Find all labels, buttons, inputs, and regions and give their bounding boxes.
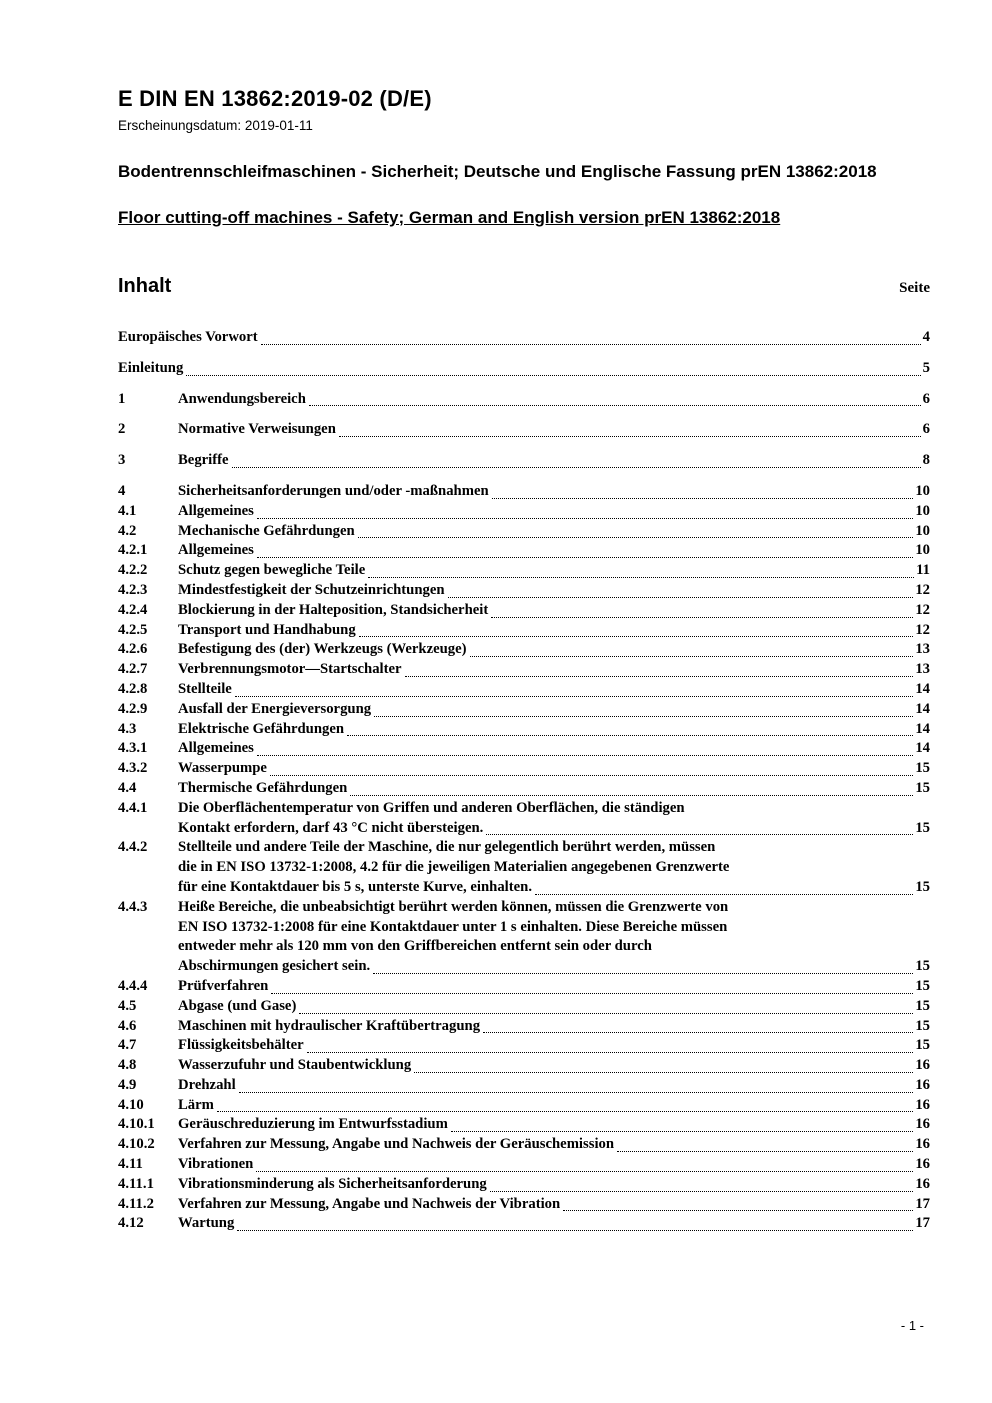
toc-entry-number: 4.11 [118,1156,143,1173]
toc-entry-number: 4.4.1 [118,799,148,816]
dot-leader [491,617,913,618]
toc-entry-page: 16 [915,1116,930,1133]
toc-entry [118,502,930,522]
toc-entry [118,977,930,997]
toc-entry-page: 14 [915,700,930,717]
dot-leader [235,696,913,697]
dot-leader [270,775,913,776]
toc-entry-text-line: Drehzahl [178,1076,236,1093]
toc-entry-text-line: die in EN ISO 13732-1:2008, 4.2 für die jeweiligen Materialien angegebenen Grenzwerte [178,859,730,876]
toc-entry-text-line: für eine Kontaktdauer bis 5 s, unterste Kurve, einhalten. [178,878,533,895]
toc-entry-title [178,799,930,839]
toc-entry-page: 15 [915,760,930,777]
toc-entry-number: 4.4 [118,779,137,796]
toc-entry-page: 12 [915,581,930,598]
toc-entry-number: 4.11.1 [118,1175,154,1192]
toc-entry-text-line: Maschinen mit hydraulischer Kraftübertragung [178,1017,481,1034]
toc-entry-title [178,502,930,522]
toc-entry [118,720,930,740]
toc-entry-page: 12 [915,621,930,638]
toc-entry-title [178,420,930,440]
toc-entry-number: 4.2.3 [118,581,148,598]
toc-entry-number: 4.2.2 [118,562,148,579]
toc-entry-number: 4 [118,482,126,499]
toc-entry-text-line: Allgemeines [178,740,254,757]
toc-entry-text-line: Prüfverfahren [178,977,269,994]
toc-entry-title [178,1017,930,1037]
title-german: Bodentrennschleifmaschinen - Sicherheit; Deutsche und Englische Fassung prEN 13862:2018 [118,162,877,181]
toc-entry-title [178,759,930,779]
dot-leader [368,577,914,578]
toc-entry [118,1195,930,1215]
toc-entry [118,640,930,660]
toc-entry-page: 8 [922,452,930,469]
dot-leader [239,1092,914,1093]
toc-entry-page: 15 [915,779,930,796]
toc-entry [118,451,930,471]
toc-entry [118,660,930,680]
toc-entry-title [178,1214,930,1234]
toc-entry [118,1175,930,1195]
toc-entry-title [178,1155,930,1175]
toc-entry [118,1214,930,1234]
toc-entry-number: 4.7 [118,1037,137,1054]
toc-entry-page: 15 [915,958,930,975]
toc-entry-title [178,660,930,680]
dot-leader [492,498,914,499]
dot-leader [563,1210,913,1211]
dot-leader [217,1111,913,1112]
dot-leader [414,1072,913,1073]
toc-entry-text-line: Lärm [178,1096,214,1113]
toc-entry-text-line: Vibrationen [178,1156,254,1173]
toc-entry-number: 4.4.4 [118,977,148,994]
toc-entry-number: 4.2.9 [118,700,148,717]
toc-entry-page: 10 [915,482,930,499]
toc-entry-text-line: Abschirmungen gesichert sein. [178,958,371,975]
toc-entry-text-line: Normative Verweisungen [178,421,336,438]
toc-entry-number: 4.2 [118,522,137,539]
toc-entry-text-line: Abgase (und Gase) [178,997,297,1014]
dot-leader [271,993,913,994]
toc-entry-text-line: Verbrennungsmotor—Startschalter [178,661,402,678]
toc-entry [118,1076,930,1096]
toc-entry [118,328,930,348]
toc-entry-page: 14 [915,680,930,697]
dot-leader [256,1171,913,1172]
toc-entry-text-line: Vibrationsminderung als Sicherheitsanforderung [178,1175,487,1192]
toc-entry-number: 4.9 [118,1076,137,1093]
dot-leader [350,795,913,796]
toc-entry-number: 4.1 [118,502,137,519]
toc-page-label: Seite [899,280,930,296]
toc-entry-number: 3 [118,452,126,469]
toc-entry-page: 11 [916,562,930,579]
toc-entry-title [178,541,930,561]
toc-entry-page: 15 [915,1017,930,1034]
toc-entry-text-line: Wasserzufuhr und Staubentwicklung [178,1057,412,1074]
dot-leader [405,676,914,677]
toc-entry-number: 4.10 [118,1096,144,1113]
toc-entry [118,1056,930,1076]
toc-entry-text-line: Elektrische Gefährdungen [178,720,345,737]
toc-entry-page: 15 [915,819,930,836]
toc-entry [118,601,930,621]
toc-entry-number: 4.6 [118,1017,137,1034]
dot-leader [358,537,914,538]
toc-entry [118,739,930,759]
toc-entry-text-line: Ausfall der Energieversorgung [178,700,372,717]
toc-entry-number: 4.2.6 [118,641,148,658]
toc-entry [118,1096,930,1116]
toc-entry-page: 10 [915,522,930,539]
toc-entry-title [178,977,930,997]
toc-entry [118,482,930,502]
toc-entry-text-line: Allgemeines [178,502,254,519]
toc-entry-number: 4.5 [118,997,137,1014]
toc-entry-title [178,838,930,897]
toc-entry [118,561,930,581]
toc-entry-number: 4.2.5 [118,621,148,638]
toc-entry-text-line: Einleitung [118,359,184,376]
toc-entry-title [178,581,930,601]
dot-leader [483,1032,913,1033]
toc-entry-page: 4 [922,329,930,345]
dot-leader [339,436,921,437]
toc-entry-text-line: Mechanische Gefährdungen [178,522,355,539]
dot-leader [186,375,920,376]
toc-entry-number: 4.2.8 [118,680,148,697]
toc-entry-text-line: Mindestfestigkeit der Schutzeinrichtungen [178,581,445,598]
toc-entry-title [178,779,930,799]
toc-entry-number: 4.4.2 [118,839,148,856]
toc-entry-title [118,359,930,379]
toc-entry-number: 4.3.1 [118,740,148,757]
toc-entry-number: 4.11.2 [118,1195,154,1212]
toc-entry-page: 16 [915,1057,930,1074]
toc-entry [118,898,930,977]
toc-entry-title [178,1056,930,1076]
toc-entry-title [178,700,930,720]
toc-entry-title [178,482,930,502]
toc-entry-title [178,680,930,700]
toc-entry-title [178,720,930,740]
toc-entry-number: 4.4.3 [118,898,148,915]
toc-entry [118,1135,930,1155]
toc-entry-text-line: Blockierung in der Halteposition, Standsicherheit [178,601,489,618]
toc-entry-page: 6 [922,421,930,438]
toc-entry-page: 16 [915,1156,930,1173]
toc-entry [118,700,930,720]
dot-leader [309,405,921,406]
dot-leader [261,344,921,345]
toc-entry-text-line: EN ISO 13732-1:2008 für eine Kontaktdauer unter 1 s einhalten. Diese Bereiche müssen [178,918,728,935]
toc-entry [118,359,930,379]
toc-entry-page: 16 [915,1076,930,1093]
toc-entry-title [178,1175,930,1195]
dot-leader [374,716,913,717]
toc-entry-text-line: Allgemeines [178,542,254,559]
toc-entry-title [178,390,930,410]
dot-leader [307,1052,914,1053]
dot-leader [347,735,913,736]
toc-entry [118,581,930,601]
toc-entry-page: 17 [915,1215,930,1232]
toc-entry [118,621,930,641]
toc-entry-title [178,739,930,759]
doc-number: E DIN EN 13862:2019-02 (D/E) [118,86,432,111]
dot-leader [490,1191,914,1192]
toc-entry-page: 13 [915,641,930,658]
toc-entry-page: 10 [915,542,930,559]
toc-entry-text-line: Thermische Gefährdungen [178,779,348,796]
toc-entry [118,838,930,897]
toc-entry [118,779,930,799]
dot-leader [359,636,914,637]
toc-entry-title [178,522,930,542]
toc-entry-page: 13 [915,661,930,678]
toc-entry-number: 4.10.2 [118,1136,155,1153]
toc-entry-number: 4.2.7 [118,661,148,678]
toc-entry-text-line: Befestigung des (der) Werkzeugs (Werkzeuge) [178,641,467,658]
toc-entry-text-line: Flüssigkeitsbehälter [178,1037,304,1054]
toc-entry-number: 1 [118,390,126,407]
toc-entry-title [178,451,930,471]
toc-entry [118,1115,930,1135]
toc-entry-page: 12 [915,601,930,618]
dot-leader [257,755,913,756]
toc-entry-text-line: Die Oberflächentemperatur von Griffen und anderen Oberflächen, die ständigen [178,799,685,816]
toc-entry-page: 17 [915,1195,930,1212]
toc-entry-number: 4.3 [118,720,137,737]
toc-entry-text-line: Wartung [178,1215,235,1232]
toc-entry-title [178,1195,930,1215]
toc-entry-number: 4.2.1 [118,542,148,559]
dot-leader [470,656,914,657]
toc-entry-number: 4.8 [118,1057,137,1074]
toc-entry-text-line: entweder mehr als 120 mm von den Griffbereichen entfernt sein oder durch [178,938,652,955]
dot-leader [232,467,921,468]
toc-entry-title [118,328,930,348]
toc-entry-number: 4.10.1 [118,1116,155,1133]
toc-entry [118,1017,930,1037]
toc-entry-text-line: Stellteile [178,680,232,697]
title-english: Floor cutting-off machines - Safety; German and English version prEN 13862:2018 [118,208,781,227]
dot-leader [257,557,913,558]
dot-leader [451,1131,913,1132]
toc-entry-title [178,997,930,1017]
toc-entry [118,541,930,561]
toc-entry-number: 4.3.2 [118,760,148,777]
toc-entry-number: 4.2.4 [118,601,148,618]
toc-entry [118,799,930,839]
toc-entry [118,680,930,700]
toc-entry-page: 15 [915,977,930,994]
toc-entry-title [178,601,930,621]
toc-entry [118,759,930,779]
toc-entry-page: 5 [922,359,930,376]
toc-entry-title [178,1076,930,1096]
toc-entry-text-line: Wasserpumpe [178,760,267,777]
toc-entry-number: 2 [118,421,126,438]
toc-entry-text-line: Europäisches Vorwort [118,329,258,345]
toc-entry-page: 14 [915,720,930,737]
dot-leader [617,1151,913,1152]
toc-entry-title [178,621,930,641]
toc-entry-text-line: Schutz gegen bewegliche Teile [178,562,366,579]
toc-entry-title [178,1135,930,1155]
toc-entry-title [178,898,930,977]
toc-entry [118,420,930,440]
toc-entry-text-line: Verfahren zur Messung, Angabe und Nachweis der Geräuschemission [178,1136,615,1153]
dot-leader [486,834,913,835]
toc-entry [118,522,930,542]
toc-entry-title [178,1115,930,1135]
toc-entry-text-line: Kontakt erfordern, darf 43 °C nicht übersteigen. [178,819,484,836]
table-of-contents [118,328,930,1234]
toc-entry-page: 10 [915,502,930,519]
toc-entry-text-line: Sicherheitsanforderungen und/oder -maßnahmen [178,482,489,499]
dot-leader [535,894,913,895]
toc-heading: Inhalt [118,275,172,297]
release-date: Erscheinungsdatum: 2019-01-11 [118,118,313,133]
toc-header-row [118,275,930,298]
toc-entry [118,1036,930,1056]
toc-entry [118,390,930,410]
dot-leader [448,597,914,598]
toc-entry-title [178,640,930,660]
toc-entry-text-line: Geräuschreduzierung im Entwurfsstadium [178,1116,448,1133]
toc-entry-page: 16 [915,1175,930,1192]
toc-entry-title [178,1096,930,1116]
dot-leader [237,1230,913,1231]
toc-entry-page: 15 [915,997,930,1014]
dot-leader [373,973,913,974]
toc-entry [118,997,930,1017]
toc-entry-page: 15 [915,878,930,895]
dot-leader [257,518,913,519]
toc-entry-text-line: Begriffe [178,452,229,469]
toc-entry-text-line: Transport und Handhabung [178,621,356,638]
toc-entry-page: 16 [915,1096,930,1113]
toc-entry-title [178,561,930,581]
toc-entry-text-line: Anwendungsbereich [178,390,306,407]
toc-entry-page: 6 [922,390,930,407]
toc-entry-title [178,1036,930,1056]
dot-leader [299,1013,913,1014]
toc-entry-page: 16 [915,1136,930,1153]
toc-entry-page: 15 [915,1037,930,1054]
toc-entry [118,1155,930,1175]
toc-entry-text-line: Stellteile und andere Teile der Maschine, die nur gelegentlich berührt werden, müssen [178,839,716,856]
toc-entry-text-line: Heiße Bereiche, die unbeabsichtigt berührt werden können, müssen die Grenzwerte von [178,898,729,915]
toc-entry-number: 4.12 [118,1215,144,1232]
page-number: - 1 - [900,1318,924,1333]
toc-entry-text-line: Verfahren zur Messung, Angabe und Nachweis der Vibration [178,1195,561,1212]
toc-entry-page: 14 [915,740,930,757]
